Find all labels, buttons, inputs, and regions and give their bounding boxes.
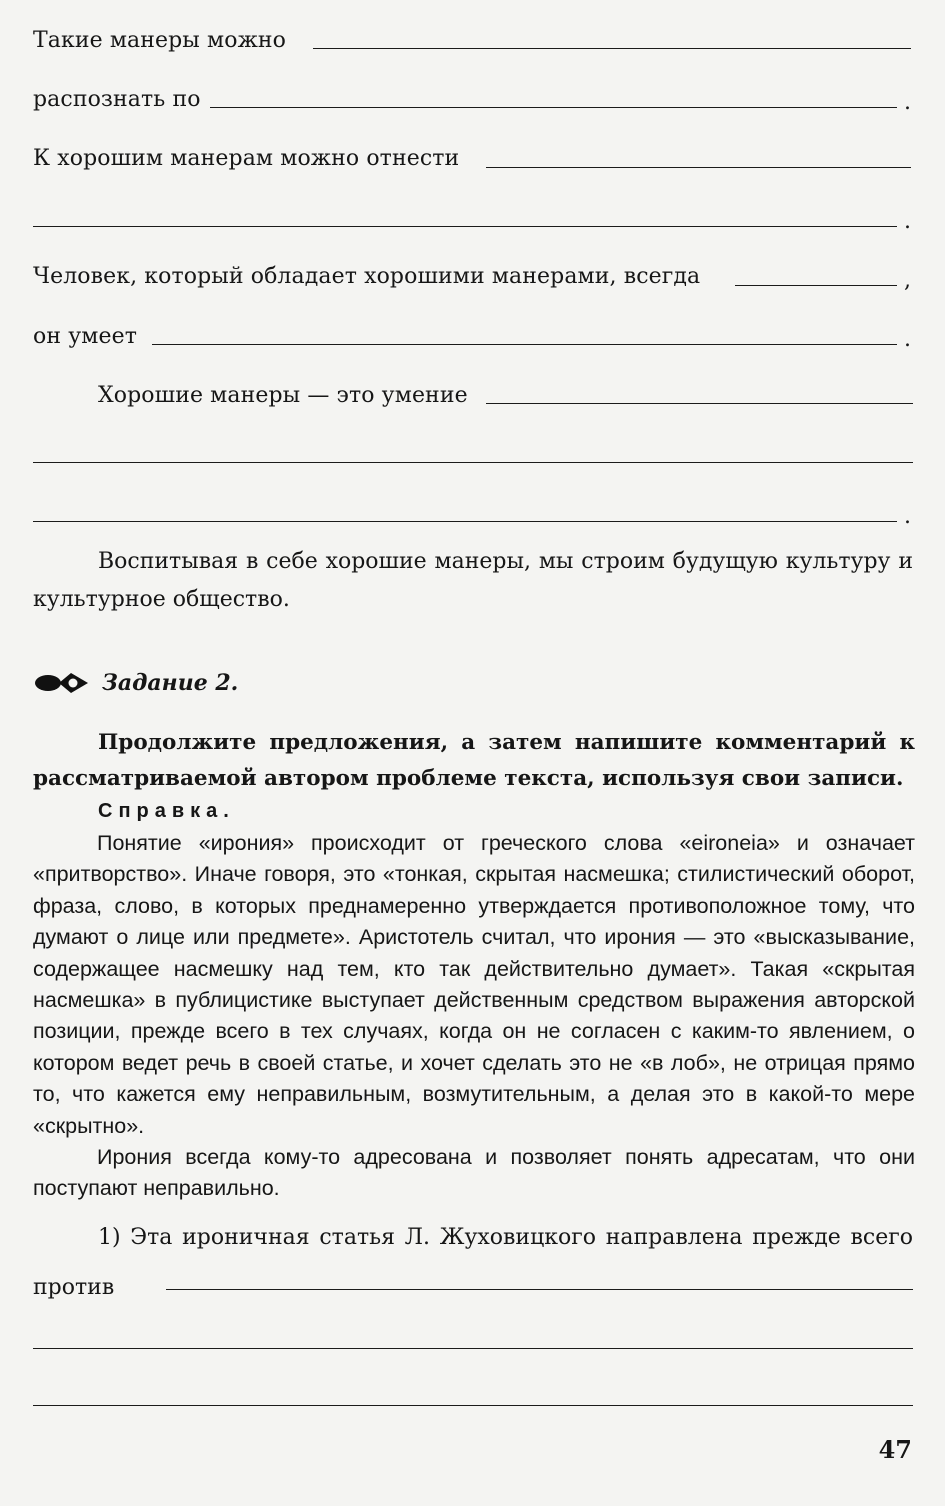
prompt-can-do: он умеет: [33, 324, 137, 349]
prompt-recognize-by: распознать по: [33, 87, 201, 112]
prompt-manners-recognizable: Такие манеры можно: [33, 28, 287, 53]
answer-line-7[interactable]: [486, 403, 913, 404]
period-mark: .: [904, 90, 911, 115]
answer-line-9[interactable]: [33, 521, 897, 522]
reference-paragraph-1: Понятие «ирония» происходит от греческого слова «eironeia» и означает «притворство». Иначе говоря, это «тонкая, скрытая насмешка; стилистический оборот, фраза, слово, в которых преднамеренно утверждается противоположное тому, что думают о лице или предмете». Аристотель считал, что ирония — это «высказывание, содержащее насмешку над тем, кто так действительно думает». Такая «скрытая насмешка» в публицистике выступает действенным средством выражения авторской позиции, прежде всего в тех случаях, когда он не согласен с каким-то явлением, о котором ведет речь в своей статье, и хочет сделать это не «в лоб», не отрицая прямо то, что кажется ему неправильным, возмутительным, а делая это в какой-то мере «скрытно».: [33, 831, 915, 1138]
reference-paragraph-2: Ирония всегда кому-то адресована и позволяет понять адресатам, что они поступают неправильно.: [33, 1145, 915, 1201]
answer-line-4[interactable]: [33, 226, 897, 227]
comma-mark: ,: [904, 268, 911, 293]
question-1-text: 1) Эта ироничная статья Л. Жуховицкого направлена прежде всего против: [33, 1225, 913, 1300]
answer-line-q1-2[interactable]: [33, 1348, 913, 1349]
reference-heading: Справка.: [98, 800, 235, 822]
answer-line-8[interactable]: [33, 462, 913, 463]
period-mark: .: [904, 327, 911, 352]
closing-paragraph: Воспитывая в себе хорошие манеры, мы строим будущую культуру и культурное общество.: [33, 549, 913, 612]
answer-line-q1-3[interactable]: [33, 1405, 913, 1406]
page-number: 47: [878, 1435, 912, 1464]
answer-line-3[interactable]: [486, 167, 911, 168]
reference-text: [33, 828, 915, 1205]
answer-line-6[interactable]: [152, 344, 897, 345]
period-mark: .: [904, 209, 911, 234]
pen-icon: [33, 669, 93, 697]
period-mark: .: [904, 504, 911, 529]
answer-line-q1-1[interactable]: [166, 1289, 913, 1290]
prompt-manners-are-skill: Хорошие манеры — это умение: [98, 383, 468, 408]
task-instruction: Продолжите предложения, а затем напишите комментарий к рассматриваемой автором проблеме текста, используя свои записи.: [33, 730, 915, 791]
answer-line-1[interactable]: [313, 48, 911, 49]
answer-line-5[interactable]: [735, 285, 897, 286]
prompt-good-manners-include: К хорошим манерам можно отнести: [33, 146, 460, 171]
prompt-person-always: Человек, который обладает хорошими манерами, всегда: [33, 264, 701, 289]
task-2-title: Задание 2.: [102, 670, 239, 696]
answer-line-2[interactable]: [210, 107, 897, 108]
